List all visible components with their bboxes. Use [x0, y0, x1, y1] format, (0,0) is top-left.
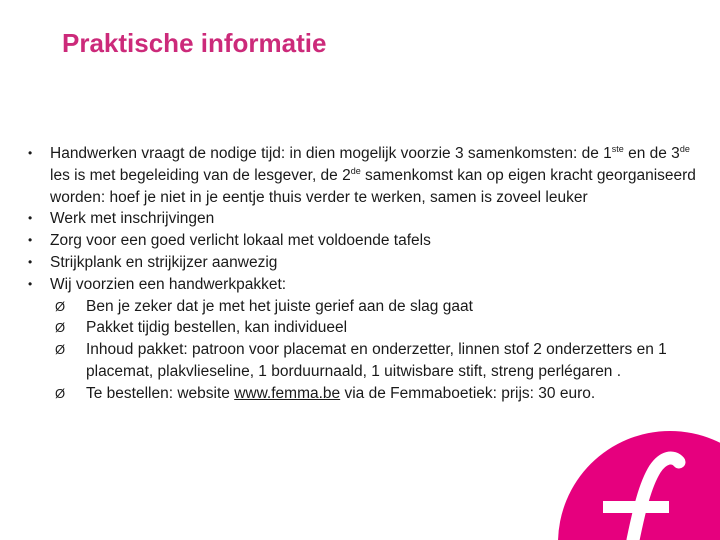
arrow-bullet-icon: Ø — [55, 298, 66, 314]
sub-bullet-item — [55, 339, 708, 383]
bullet-icon: • — [28, 254, 33, 269]
sub-bullet-text: Ben je zeker dat je met het juiste gerief aan de slag gaat — [86, 297, 473, 315]
bullet-icon: • — [28, 276, 33, 291]
bullet-icon: • — [28, 211, 33, 226]
bullet-text: Strijkplank en strijkijzer aanwezig — [50, 253, 278, 271]
arrow-bullet-icon: Ø — [55, 320, 66, 336]
sub-bullet-item — [55, 296, 708, 318]
bullet-text: Handwerken vraagt de nodige tijd: in dien mogelijk voorzie 3 samenkomsten: de 1ste en de 3de les is met begeleiding van de lesgever, de 2de samenkomst kan op eigen kracht georganiseerd worden: hoef je niet in je eentje thuis verder te werken, samen is zoveel leuker — [50, 143, 696, 206]
bullet-item — [28, 252, 708, 274]
sub-bullet-item — [55, 317, 708, 339]
bullet-item — [28, 230, 708, 252]
bullet-text: Werk met inschrijvingen — [50, 210, 215, 228]
sub-bullet-text: Pakket tijdig bestellen, kan individueel — [86, 319, 348, 337]
bullet-icon: • — [28, 233, 33, 248]
femma-website-link[interactable]: www.femma.be — [234, 384, 341, 402]
sub-bullet-item — [55, 383, 708, 405]
sub-bullet-text: Inhoud pakket: patroon voor placemat en onderzetter, linnen stof 2 onderzetters en 1 placemat, plakvlieseline, 1 borduurnaald, 1 uitwisbare stift, streng perlégaren . — [86, 341, 667, 380]
arrow-bullet-icon: Ø — [55, 385, 66, 401]
femma-logo-icon — [555, 425, 720, 540]
arrow-bullet-icon: Ø — [55, 342, 66, 358]
sub-bullet-text: Te bestellen: website www.femma.be via de Femmaboetiek: prijs: 30 euro. — [86, 384, 596, 402]
bullet-item — [28, 274, 708, 296]
bullet-text: Wij voorzien een handwerkpakket: — [50, 275, 287, 293]
bullet-icon: • — [28, 146, 33, 160]
info-list — [28, 143, 708, 405]
bullet-item — [28, 208, 708, 230]
bullet-text: Zorg voor een goed verlicht lokaal met voldoende tafels — [50, 232, 431, 250]
page-title: Praktische informatie — [62, 28, 327, 58]
bullet-item — [28, 143, 708, 208]
